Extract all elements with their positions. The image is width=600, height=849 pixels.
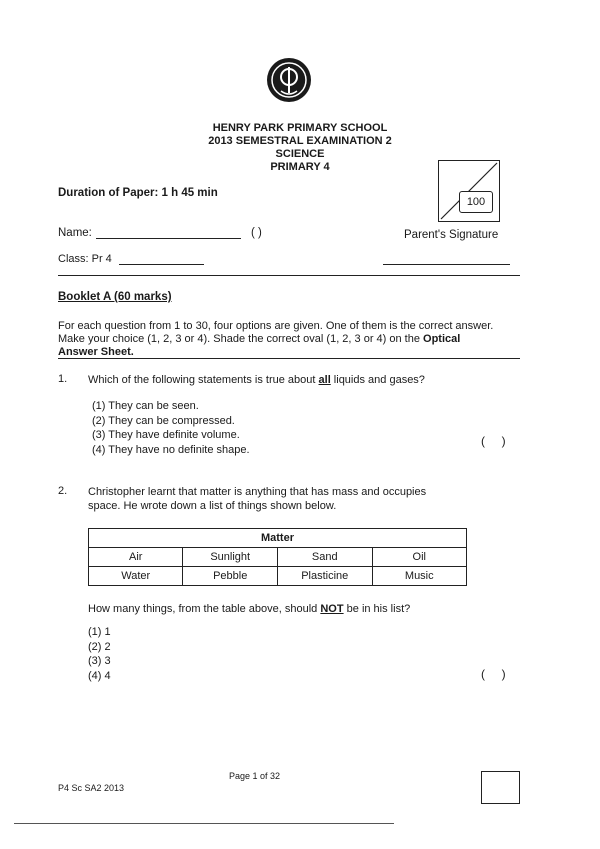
divider	[58, 358, 520, 359]
total-marks: 100	[459, 191, 493, 213]
table-row	[89, 567, 467, 586]
question-1-options	[92, 399, 250, 457]
parent-signature-field[interactable]	[383, 264, 510, 265]
question-1-text: Which of the following statements is true about all liquids and gases?	[88, 374, 425, 386]
table-cell: Music	[372, 567, 466, 586]
question-2-prompt: How many things, from the table above, should NOT be in his list?	[88, 603, 411, 615]
question-2-number: 2.	[58, 485, 68, 497]
exam-title: 2013 SEMESTRAL EXAMINATION 2	[208, 135, 392, 147]
question-1-number: 1.	[58, 373, 68, 385]
class-field[interactable]	[119, 264, 204, 265]
total-marks-box	[438, 160, 500, 222]
paper-code: P4 Sc SA2 2013	[58, 783, 125, 793]
table-cell: Sunlight	[183, 548, 278, 567]
option: (4) 4	[88, 669, 111, 682]
option: (1) They can be seen.	[92, 400, 199, 412]
table-cell: Water	[89, 567, 183, 586]
option: (3) 3	[88, 655, 111, 667]
question-2-text: Christopher learnt that matter is anything that has mass and occupies space. He wrote down a list of things shown below.	[88, 486, 427, 512]
table-cell: Pebble	[183, 567, 278, 586]
subject-title: SCIENCE	[275, 148, 325, 160]
instruction-line-1: For each question from 1 to 30, four options are given. One of them is the correct answer.	[58, 320, 494, 332]
question-1-answer-bracket[interactable]: ( )	[481, 434, 506, 448]
duration-label: Duration of Paper: 1 h 45 min	[58, 187, 218, 199]
instruction-line-2: Make your choice (1, 2, 3 or 4). Shade the correct oval (1, 2, 3 or 4) on the Optical	[58, 333, 461, 345]
table-cell: Oil	[372, 548, 466, 567]
class-label: Class: Pr 4	[58, 253, 112, 265]
instruction-line-3: Answer Sheet.	[58, 346, 134, 358]
table-row	[89, 548, 467, 567]
name-field[interactable]	[96, 238, 241, 239]
school-name: HENRY PARK PRIMARY SCHOOL	[212, 122, 388, 134]
booklet-title: Booklet A (60 marks)	[58, 291, 172, 303]
name-label: Name:	[58, 227, 92, 239]
option: (2) 2	[88, 640, 111, 653]
marks-corner-box	[481, 771, 520, 804]
question-2-options	[88, 625, 111, 683]
bottom-rule	[14, 823, 394, 824]
school-crest-logo	[266, 57, 312, 103]
question-2-answer-bracket[interactable]: ( )	[481, 667, 506, 681]
instructions	[58, 320, 528, 359]
option: (2) They can be compressed.	[92, 414, 235, 427]
table-header: Matter	[89, 529, 467, 548]
option: (3) They have definite volume.	[92, 429, 240, 441]
table-cell: Air	[89, 548, 183, 567]
option: (4) They have no definite shape.	[92, 443, 250, 456]
parent-signature-label: Parent's Signature	[404, 229, 499, 241]
option: (1) 1	[88, 626, 111, 638]
divider	[58, 275, 520, 276]
table-cell: Sand	[277, 548, 372, 567]
table-cell: Plasticine	[277, 567, 372, 586]
register-number-paren: ( )	[251, 227, 262, 239]
level-title: PRIMARY 4	[270, 161, 330, 173]
matter-table	[88, 528, 467, 586]
page-number: Page 1 of 32	[229, 771, 281, 781]
